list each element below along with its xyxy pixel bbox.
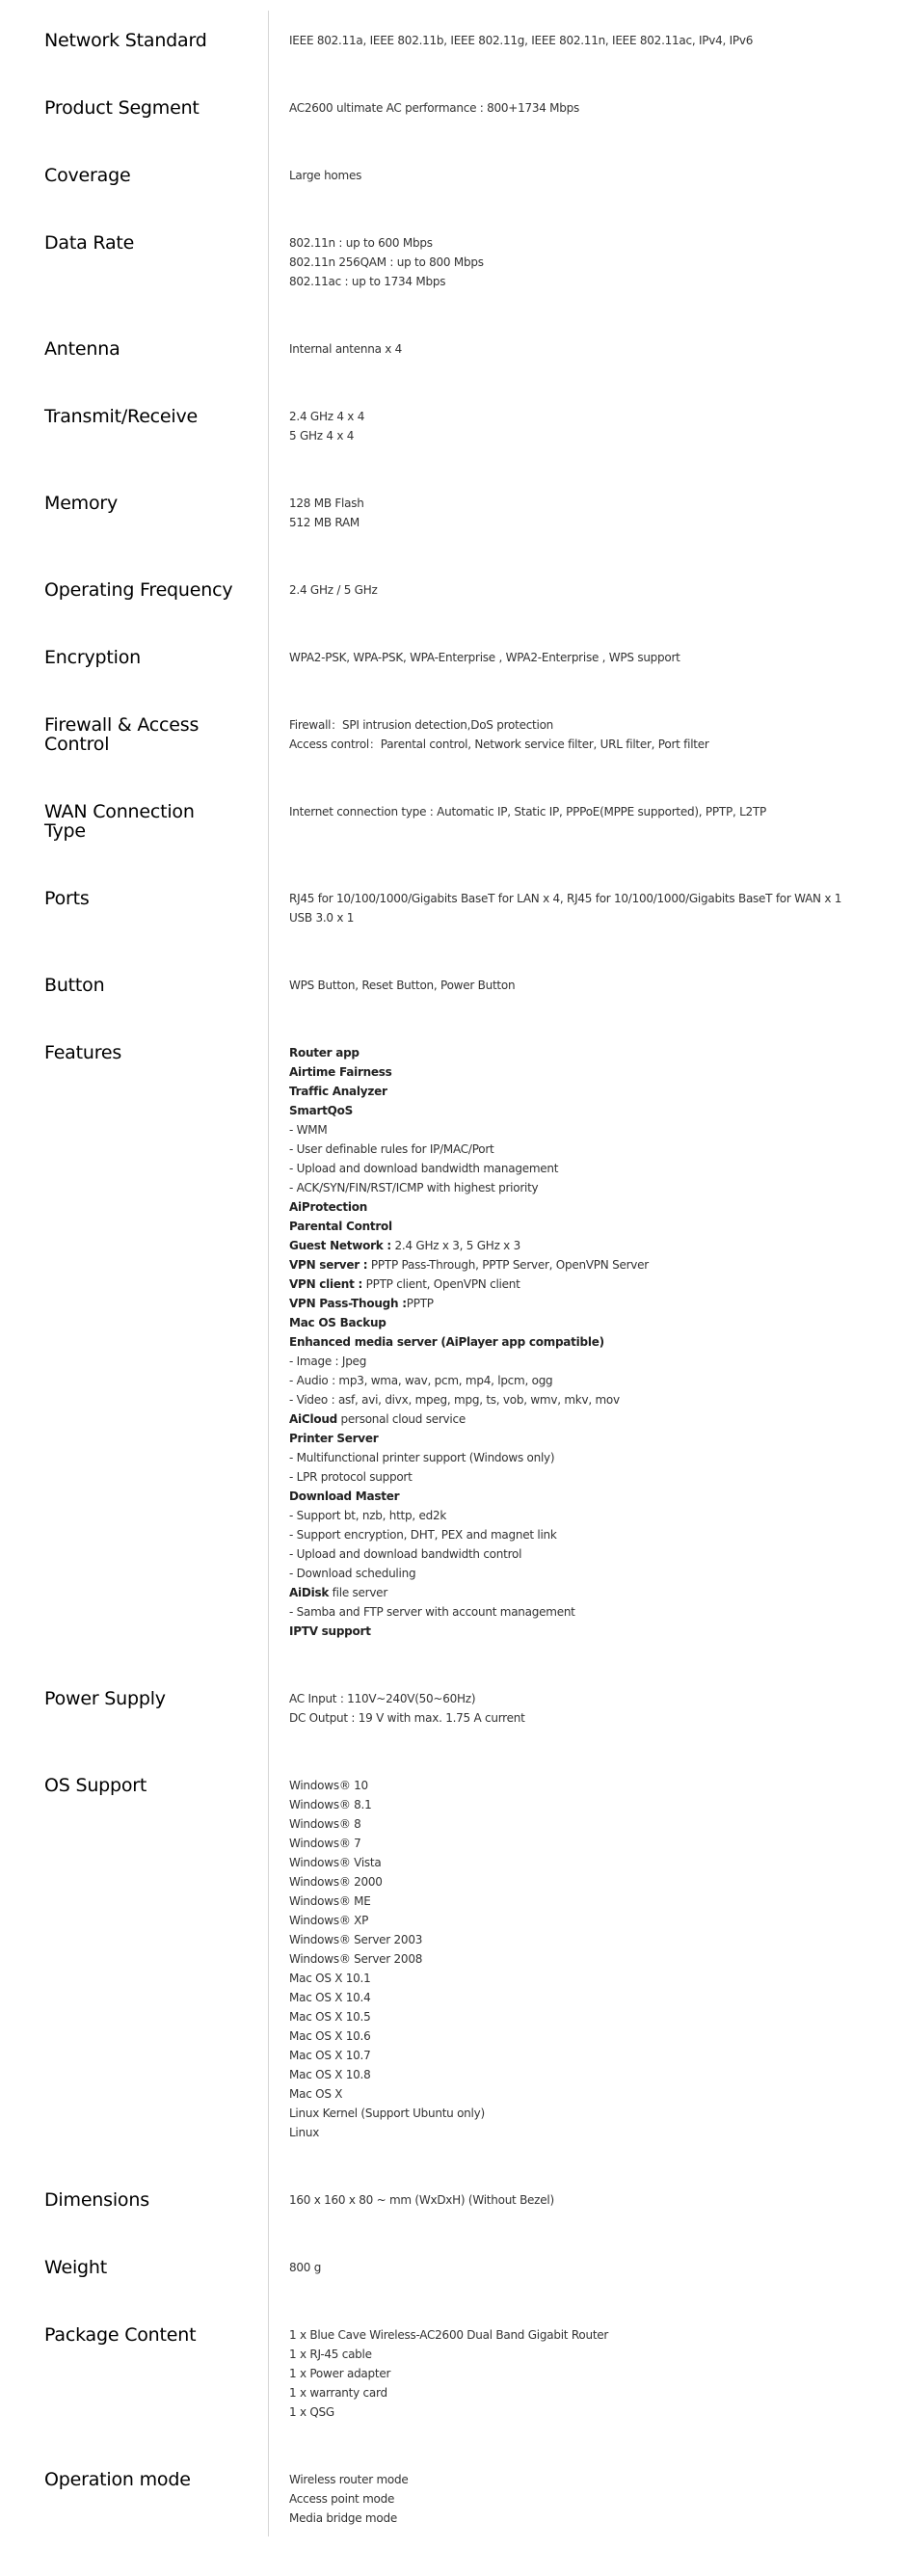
- spec-row: [0, 976, 906, 1043]
- spec-value: [289, 648, 902, 667]
- feature-title: Traffic Analyzer: [289, 1085, 387, 1098]
- spec-value: [289, 339, 902, 359]
- spec-row: [0, 2190, 906, 2258]
- feature-detail: - Image : Jpeg: [289, 1355, 367, 1368]
- spec-row: [0, 233, 906, 339]
- spec-value-line: Mac OS X 10.4: [289, 1991, 371, 2004]
- spec-value: [289, 802, 902, 821]
- spec-value-line: Access point mode: [289, 2492, 395, 2506]
- spec-value-line: Linux: [289, 2126, 320, 2139]
- spec-value-line: Access control：Parental control, Network service filter, URL filter, Port filter: [289, 738, 709, 751]
- spec-value-line: 1 x RJ-45 cable: [289, 2348, 372, 2361]
- spec-value: [289, 715, 902, 754]
- feature-detail: - LPR protocol support: [289, 1470, 413, 1484]
- spec-value: [289, 976, 902, 995]
- spec-row: [0, 2470, 906, 2576]
- feature-line: [289, 1101, 902, 1120]
- feature-title: Airtime Fairness: [289, 1065, 392, 1079]
- feature-line: [289, 1429, 902, 1448]
- spec-value-line: Windows® Vista: [289, 1856, 382, 1869]
- spec-value-line: Mac OS X 10.6: [289, 2029, 371, 2043]
- spec-value-line: Mac OS X 10.7: [289, 2049, 371, 2062]
- spec-value-line: Windows® XP: [289, 1914, 369, 1927]
- spec-value-line: Windows® 8.1: [289, 1798, 372, 1811]
- spec-label: Package Content: [44, 2324, 197, 2346]
- spec-label: Operation mode: [44, 2469, 191, 2490]
- feature-title: AiDisk: [289, 1586, 330, 1599]
- spec-value: [289, 889, 902, 927]
- spec-value-line: Windows® 7: [289, 1837, 361, 1850]
- spec-row: [0, 339, 906, 407]
- spec-label: Encryption: [44, 647, 142, 668]
- spec-value-line: Windows® 10: [289, 1779, 368, 1792]
- spec-row: [0, 648, 906, 715]
- spec-value-line: Mac OS X 10.1: [289, 1972, 371, 1985]
- spec-row: [0, 407, 906, 494]
- feature-title: Enhanced media server (AiPlayer app compatible): [289, 1335, 604, 1349]
- feature-line: [289, 1409, 902, 1429]
- feature-detail: - Samba and FTP server with account management: [289, 1605, 575, 1619]
- feature-title: AiCloud: [289, 1412, 337, 1426]
- spec-value-line: AC Input : 110V~240V(50~60Hz): [289, 1692, 476, 1705]
- feature-detail: - Upload and download bandwidth management: [289, 1162, 559, 1175]
- feature-line: [289, 1197, 902, 1217]
- feature-title: Router app: [289, 1046, 360, 1060]
- spec-value: [289, 1689, 902, 1728]
- spec-label: Weight: [44, 2257, 107, 2278]
- feature-line: [289, 1043, 902, 1062]
- spec-value-line: Media bridge mode: [289, 2511, 397, 2525]
- feature-detail: PPTP client, OpenVPN client: [362, 1277, 520, 1291]
- spec-value-line: 160 x 160 x 80 ~ mm (WxDxH) (Without Bezel): [289, 2193, 554, 2207]
- feature-line: [289, 1275, 902, 1294]
- spec-label: Dimensions: [44, 2189, 149, 2211]
- spec-label: Power Supply: [44, 1688, 166, 1709]
- spec-row: [0, 1043, 906, 1689]
- feature-detail: - ACK/SYN/FIN/RST/ICMP with highest priority: [289, 1181, 539, 1194]
- spec-value-line: 802.11n : up to 600 Mbps: [289, 236, 433, 250]
- spec-value-line: 802.11ac : up to 1734 Mbps: [289, 275, 446, 288]
- feature-line: [289, 1236, 902, 1255]
- feature-title: Parental Control: [289, 1220, 392, 1233]
- feature-detail: - WMM: [289, 1123, 328, 1137]
- feature-line: [289, 1178, 902, 1197]
- feature-line: [289, 1544, 902, 1564]
- feature-line: [289, 1602, 902, 1622]
- feature-line: [289, 1255, 902, 1275]
- spec-rows: [0, 31, 906, 2576]
- spec-row: [0, 494, 906, 580]
- feature-line: [289, 1140, 902, 1159]
- feature-detail: - User definable rules for IP/MAC/Port: [289, 1142, 494, 1156]
- spec-value-line: 800 g: [289, 2261, 322, 2274]
- feature-line: [289, 1390, 902, 1409]
- feature-title: Mac OS Backup: [289, 1316, 386, 1329]
- spec-value-line: Internal antenna x 4: [289, 342, 403, 356]
- spec-value-line: IEEE 802.11a, IEEE 802.11b, IEEE 802.11g, IEEE 802.11n, IEEE 802.11ac, IPv4, IPv6: [289, 34, 754, 47]
- feature-line: [289, 1506, 902, 1525]
- spec-row: [0, 2258, 906, 2325]
- feature-detail: personal cloud service: [336, 1412, 466, 1426]
- spec-value-line: Windows® Server 2003: [289, 1933, 423, 1946]
- spec-value-line: Mac OS X: [289, 2087, 343, 2101]
- spec-value-line: WPS Button, Reset Button, Power Button: [289, 979, 516, 992]
- feature-line: [289, 1352, 902, 1371]
- feature-title: Guest Network :: [289, 1239, 391, 1252]
- spec-label: Ports: [44, 888, 90, 909]
- spec-value-line: Large homes: [289, 169, 362, 182]
- spec-value-line: DC Output : 19 V with max. 1.75 A current: [289, 1711, 525, 1725]
- spec-row: [0, 31, 906, 98]
- feature-title: SmartQoS: [289, 1104, 353, 1117]
- spec-row: [0, 580, 906, 648]
- spec-value: [289, 407, 902, 445]
- spec-value-line: 512 MB RAM: [289, 516, 360, 529]
- spec-row: [0, 715, 906, 802]
- spec-row: [0, 1776, 906, 2190]
- spec-value-line: Windows® Server 2008: [289, 1952, 423, 1966]
- feature-line: [289, 1448, 902, 1467]
- spec-value-line: AC2600 ultimate AC performance : 800+1734 Mbps: [289, 101, 580, 115]
- spec-value-line: 2.4 GHz / 5 GHz: [289, 583, 378, 597]
- spec-value-line: Windows® ME: [289, 1894, 371, 1908]
- feature-detail: - Multifunctional printer support (Windows only): [289, 1451, 555, 1464]
- feature-line: [289, 1332, 902, 1352]
- feature-line: [289, 1313, 902, 1332]
- spec-label: Network Standard: [44, 30, 207, 51]
- feature-title: AiProtection: [289, 1200, 367, 1214]
- spec-value-line: Mac OS X 10.8: [289, 2068, 371, 2081]
- spec-value: [289, 233, 902, 291]
- spec-label: Button: [44, 975, 105, 996]
- feature-title: VPN Pass-Though :: [289, 1297, 407, 1310]
- feature-line: [289, 1294, 902, 1313]
- spec-value: [289, 2258, 902, 2277]
- spec-row: [0, 166, 906, 233]
- feature-line: [289, 1120, 902, 1140]
- spec-value: [289, 1043, 902, 1641]
- feature-detail: - Audio : mp3, wma, wav, pcm, mp4, lpcm, ogg: [289, 1374, 553, 1387]
- feature-title: VPN client :: [289, 1277, 363, 1291]
- spec-label: Transmit/Receive: [44, 406, 199, 427]
- feature-detail: - Upload and download bandwidth control: [289, 1547, 522, 1561]
- spec-value-line: Wireless router mode: [289, 2473, 409, 2486]
- spec-label: Features: [44, 1042, 122, 1063]
- feature-line: [289, 1583, 902, 1602]
- feature-detail: - Video : asf, avi, divx, mpeg, mpg, ts, vob, wmv, mkv, mov: [289, 1393, 620, 1407]
- spec-value-line: USB 3.0 x 1: [289, 911, 355, 925]
- spec-value: [289, 2325, 902, 2422]
- spec-value-line: Windows® 8: [289, 1817, 361, 1831]
- spec-value: [289, 2470, 902, 2528]
- feature-line: [289, 1371, 902, 1390]
- spec-label: Firewall & Access Control: [44, 714, 200, 755]
- spec-value: [289, 98, 902, 118]
- feature-line: [289, 1564, 902, 1583]
- spec-value: [289, 580, 902, 600]
- spec-label: OS Support: [44, 1775, 147, 1796]
- spec-label: Coverage: [44, 165, 131, 186]
- spec-value-line: 802.11n 256QAM : up to 800 Mbps: [289, 255, 484, 269]
- spec-label: Antenna: [44, 338, 120, 360]
- feature-line: [289, 1467, 902, 1487]
- feature-title: VPN server :: [289, 1258, 368, 1272]
- spec-value-line: Linux Kernel (Support Ubuntu only): [289, 2106, 485, 2120]
- feature-line: [289, 1217, 902, 1236]
- spec-value-line: 1 x warranty card: [289, 2386, 387, 2400]
- spec-value: [289, 2190, 902, 2210]
- spec-row: [0, 98, 906, 166]
- feature-detail: 2.4 GHz x 3, 5 GHz x 3: [390, 1239, 520, 1252]
- spec-value-line: Mac OS X 10.5: [289, 2010, 371, 2024]
- spec-label: Memory: [44, 493, 119, 514]
- spec-value-line: Internet connection type : Automatic IP, Static IP, PPPoE(MPPE supported), PPTP, L2TP: [289, 805, 766, 818]
- feature-detail: - Support bt, nzb, http, ed2k: [289, 1509, 447, 1522]
- feature-line: [289, 1525, 902, 1544]
- spec-label: Product Segment: [44, 97, 200, 119]
- spec-value-line: 1 x Power adapter: [289, 2367, 391, 2380]
- spec-label: Data Rate: [44, 232, 135, 254]
- spec-value: [289, 31, 902, 50]
- feature-detail: file server: [329, 1586, 387, 1599]
- spec-row: [0, 889, 906, 976]
- spec-row: [0, 2325, 906, 2470]
- spec-value-line: 1 x QSG: [289, 2405, 334, 2419]
- feature-detail: - Download scheduling: [289, 1567, 416, 1580]
- feature-line: [289, 1622, 902, 1641]
- spec-value: [289, 1776, 902, 2142]
- feature-detail: PPTP: [406, 1297, 434, 1310]
- spec-label: Operating Frequency: [44, 579, 233, 601]
- spec-value-line: 128 MB Flash: [289, 496, 364, 510]
- spec-value: [289, 166, 902, 185]
- spec-row: [0, 1689, 906, 1776]
- spec-value-line: 5 GHz 4 x 4: [289, 429, 355, 443]
- spec-value-line: Firewall：SPI intrusion detection,DoS protection: [289, 718, 554, 732]
- spec-value-line: Windows® 2000: [289, 1875, 383, 1889]
- feature-line: [289, 1159, 902, 1178]
- spec-value-line: WPA2-PSK, WPA-PSK, WPA-Enterprise , WPA2-Enterprise , WPS support: [289, 651, 680, 664]
- feature-title: IPTV support: [289, 1624, 371, 1638]
- feature-detail: - Support encryption, DHT, PEX and magnet link: [289, 1528, 557, 1542]
- spec-value: [289, 494, 902, 532]
- feature-detail: PPTP Pass-Through, PPTP Server, OpenVPN Server: [367, 1258, 649, 1272]
- spec-value-line: 2.4 GHz 4 x 4: [289, 410, 365, 423]
- spec-label: WAN Connection Type: [44, 801, 195, 842]
- spec-value-line: 1 x Blue Cave Wireless-AC2600 Dual Band Gigabit Router: [289, 2328, 609, 2342]
- feature-title: Download Master: [289, 1489, 400, 1503]
- feature-title: Printer Server: [289, 1432, 379, 1445]
- feature-line: [289, 1487, 902, 1506]
- spec-value-line: RJ45 for 10/100/1000/Gigabits BaseT for LAN x 4, RJ45 for 10/100/1000/Gigabits BaseT for WAN x 1: [289, 892, 842, 905]
- spec-row: [0, 802, 906, 889]
- feature-line: [289, 1082, 902, 1101]
- feature-line: [289, 1062, 902, 1082]
